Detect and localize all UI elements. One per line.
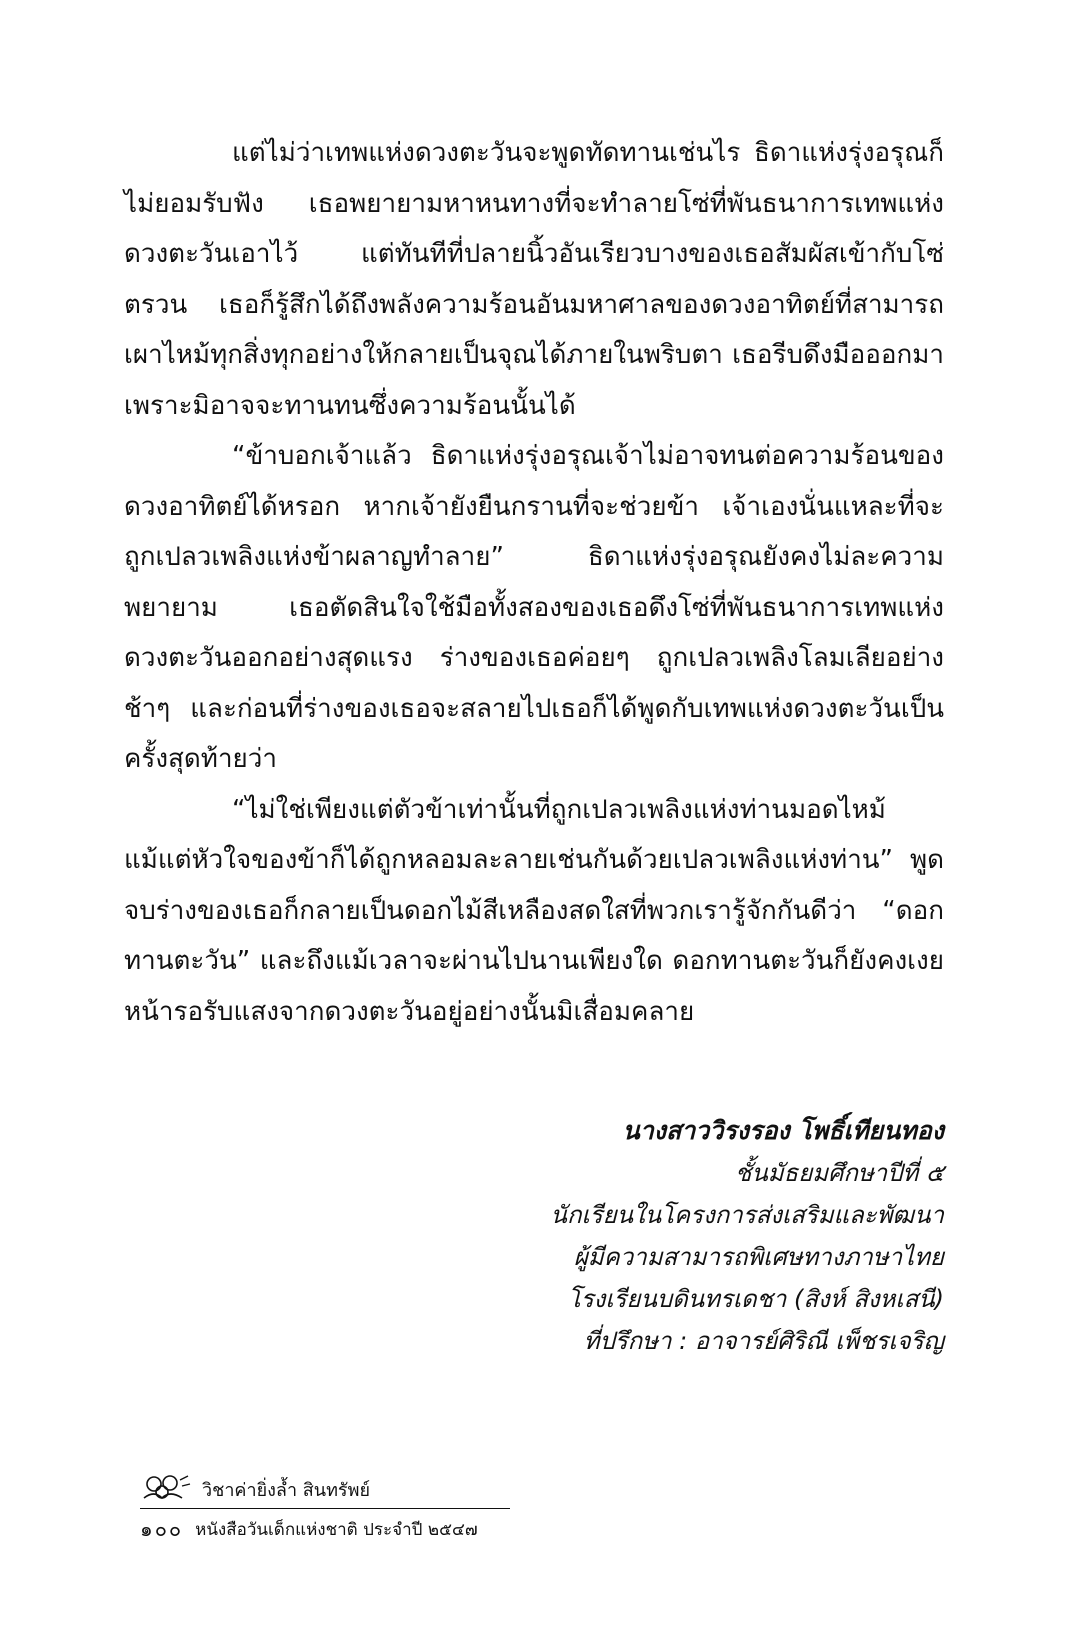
page-footer bbox=[140, 1472, 510, 1545]
author-advisor: ที่ปรึกษา : อาจารย์ศิริณี เพ็ชรเจริญ bbox=[583, 1327, 944, 1355]
author-program: นักเรียนในโครงการส่งเสริมและพัฒนา bbox=[550, 1201, 944, 1229]
paragraph-1: แต่ไม่ว่าเทพแห่งดวงตะวันจะพูดทัดทานเช่นไร ธิดาแห่งรุ่งอรุณก็ไม่ยอมรับฟัง เธอพยายามหาหนทางที่จะทำลายโซ่ที่พันธนาการเทพแห่งดวงตะวันเอาไว้ แต่ทันทีที่ปลายนิ้วอันเรียวบางของเธอสัมผัสเข้ากับโซ่ตรวน เธอก็รู้สึกได้ถึงพลังความร้อนอันมหาศาลของดวงอาทิตย์ที่สามารถเผาไหม้ทุกสิ่งทุกอย่างให้กลายเป็นจุณได้ภายในพริบตา เธอรีบดึงมือออกมาเพราะมิอาจจะทานทนซึ่งความร้อนนั้นได้ bbox=[124, 138, 944, 421]
publication-title: หนังสือวันเด็กแห่งชาติ ประจำปี ๒๕๔๗ bbox=[195, 1519, 478, 1540]
story-text bbox=[124, 128, 944, 1037]
author-school: โรงเรียนบดินทรเดชา (สิงห์ สิงหเสนี) bbox=[567, 1285, 944, 1313]
paragraph-3: “ไม่ใช่เพียงแต่ตัวข้าเท่านั้นที่ถูกเปลวเพลิงแห่งท่านมอดไหม้ แม้แต่หัวใจของข้าก็ได้ถูกหลอมละลายเช่นกันด้วยเปลวเพลิงแห่งท่าน” พูดจบร่างของเธอก็กลายเป็นดอกไม้สีเหลืองสดใสที่พวกเรารู้จักกันดีว่า “ดอกทานตะวัน” และถึงแม้เวลาจะผ่านไปนานเพียงใด ดอกทานตะวันก็ยังคงเงยหน้ารอรับแสงจากดวงตะวันอยู่อย่างนั้นมิเสื่อมคลาย bbox=[124, 794, 944, 1027]
author-ability: ผู้มีความสามารถพิเศษทางภาษาไทย bbox=[573, 1243, 944, 1271]
paragraph-2: “ข้าบอกเจ้าแล้ว ธิดาแห่งรุ่งอรุณเจ้าไม่อาจทนต่อความร้อนของดวงอาทิตย์ได้หรอก หากเจ้ายังยืนกรานที่จะช่วยข้า เจ้าเองนั่นแหละที่จะถูกเปลวเพลิงแห่งข้าผลาญทำลาย” ธิดาแห่งรุ่งอรุณยังคงไม่ละความพยายาม เธอตัดสินใจใช้มือทั้งสองของเธอดึงโซ่ที่พันธนาการเทพแห่งดวงตะวันออกอย่างสุดแรง ร่างของเธอค่อยๆ ถูกเปลวเพลิงโลมเลียอย่างช้าๆ และก่อนที่ร่างของเธอจะสลายไปเธอก็ได้พูดกับเทพแห่งดวงตะวันเป็นครั้งสุดท้ายว่า bbox=[124, 441, 944, 774]
page-number: ๑๐๐ bbox=[140, 1517, 184, 1541]
child-emblem-icon bbox=[140, 1472, 194, 1504]
footer-series-title: วิชาค่ายิ่งล้ำ สินทรัพย์ bbox=[202, 1480, 371, 1501]
author-signature bbox=[551, 1110, 944, 1362]
author-name: นางสาววิรงรอง โพธิ์เทียนทอง bbox=[622, 1116, 944, 1145]
author-grade: ชั้นมัธยมศึกษาปีที่ ๕ bbox=[735, 1159, 944, 1187]
